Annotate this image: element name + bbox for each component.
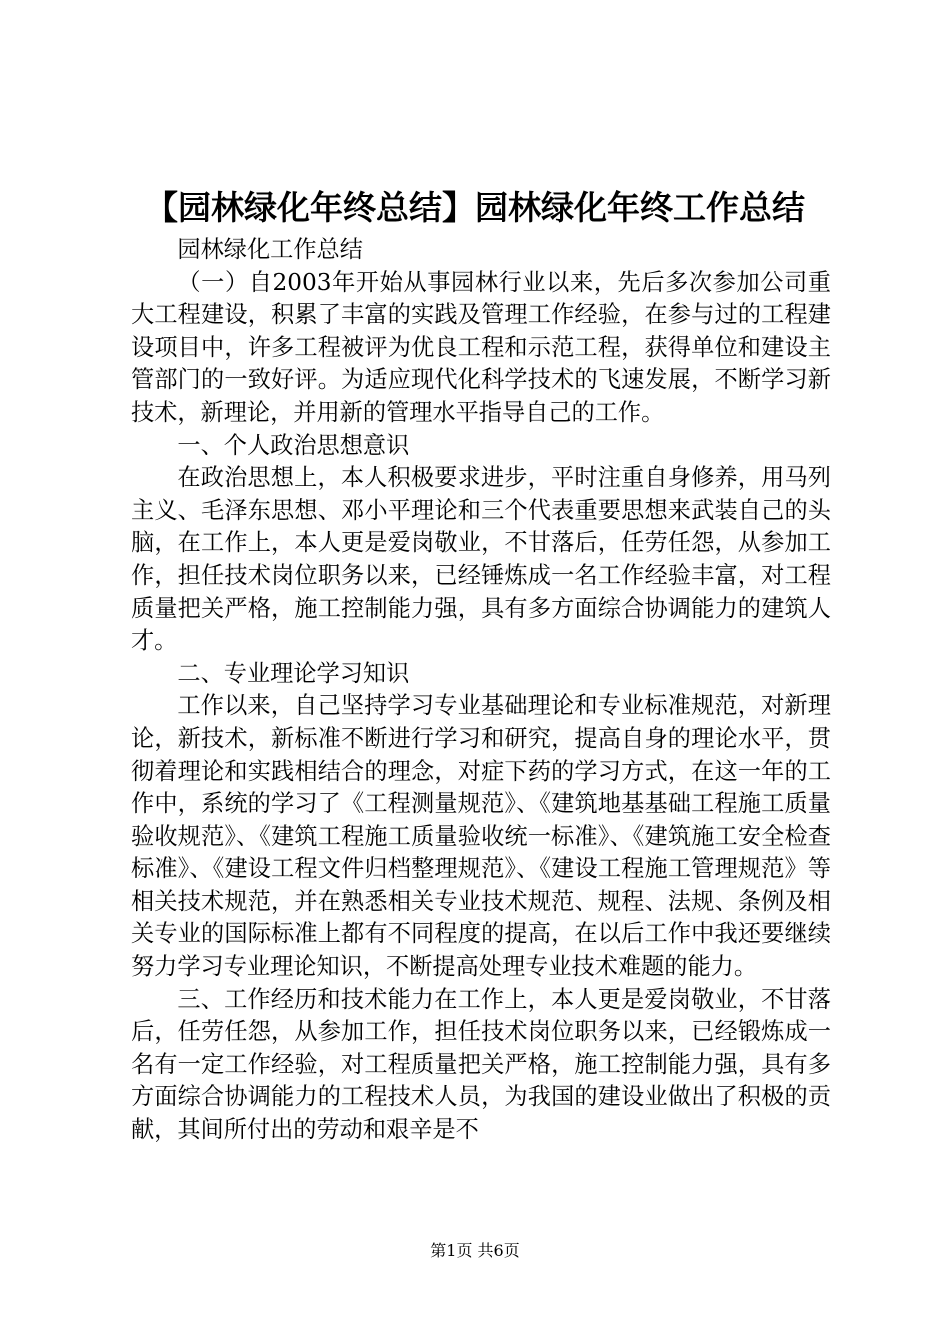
section-heading: 二、专业理论学习知识 <box>177 659 410 687</box>
body-paragraph: 三、工作经历和技术能力在工作上，本人更是爱岗敬业，不甘落后，任劳任怨，从参加工作，担任技术岗位职务以来，已经锻炼成一名有一定工作经验，对工程质量把关严格，施工控制能力强，具有多方面综合协调能力的工程技术人员，为我国的建设业做出了积极的贡献，其间所付出的劳动和艰辛是不 <box>131 985 831 1144</box>
body-paragraph: 工作以来，自己坚持学习专业基础理论和专业标准规范，对新理论，新技术，新标准不断进行学习和研究，提高自身的理论水平，贯彻着理论和实践相结合的理念，对症下药的学习方式，在这一年的工作中，系统的学习了《工程测量规范》、《建筑地基基础工程施工质量验收规范》、《建筑工程施工质量验收统一标准》、《建筑施工安全检查标准》、《建设工程文件归档整理规范》、《建设工程施工管理规范》等相关技术规范，并在熟悉相关专业技术规范、规程、法规、条例及相关专业的国际标准上都有不同程度的提高，在以后工作中我还要继续努力学习专业理论知识，不断提高处理专业技术难题的能力。 <box>131 692 831 981</box>
document-title: 【园林绿化年终总结】园林绿化年终工作总结 <box>145 188 805 227</box>
body-paragraph: （一）自2003年开始从事园林行业以来，先后多次参加公司重大工程建设，积累了丰富的实践及管理工作经验，在参与过的工程建设项目中，许多工程被评为优良工程和示范工程，获得单位和建设主管部门的一致好评。为适应现代化科学技术的飞速发展，不断学习新技术，新理论，并用新的管理水平指导自己的工作。 <box>131 268 831 426</box>
section-heading: 园林绿化工作总结 <box>177 236 363 263</box>
body-paragraph: 在政治思想上，本人积极要求进步，平时注重自身修养，用马列主义、毛泽东思想、邓小平理论和三个代表重要思想来武装自己的头脑，在工作上，本人更是爱岗敬业，不甘落后，任劳任怨，从参加工作，担任技术岗位职务以来，已经锤炼成一名工作经验丰富，对工程质量把关严格，施工控制能力强，具有多方面综合协调能力的建筑人才。 <box>131 464 831 655</box>
document-body <box>131 234 831 1147</box>
section-heading: 一、个人政治思想意识 <box>177 431 410 459</box>
page-number-footer: 第1页 共6页 <box>430 1241 520 1260</box>
